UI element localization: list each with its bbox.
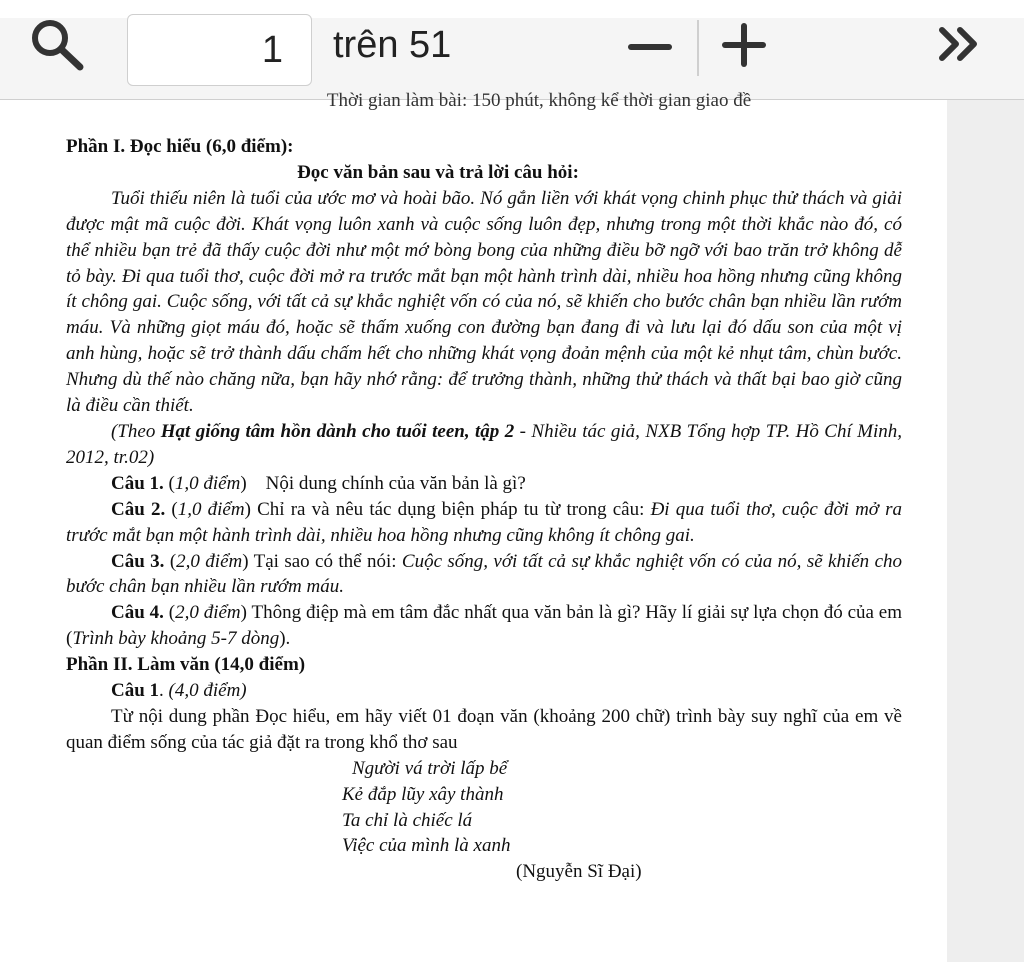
- question-2: Câu 2. (1,0 điểm) Chỉ ra và nêu tác dụng biện pháp tu từ trong câu: Đi qua tuổi thơ, cuộc đời mở ra trước mắt bạn một hành trình dài, nhiều hoa hồng nhưng cũng không ít chông gai.: [66, 498, 902, 546]
- q1-text: Nội dung chính của văn bản là gì?: [265, 472, 526, 494]
- part1-title: Phần I. Đọc hiểu (6,0 điểm):: [66, 136, 294, 157]
- page-margin-scroll-area[interactable]: [947, 100, 1024, 962]
- poem-line: Kẻ đắp lũy xây thành: [342, 783, 504, 805]
- poem-line: Việc của mình là xanh: [342, 835, 511, 857]
- q4-score: 2,0 điểm: [175, 602, 241, 624]
- search-icon: [26, 16, 92, 72]
- source-citation: [66, 419, 902, 471]
- source-rest: - Nhiều tác giả, NXB Tổng hợp TP. Hồ Chí Minh, 2012, tr.02): [66, 420, 903, 468]
- q1-score: 1,0 điểm: [174, 472, 241, 494]
- poem-block: [66, 756, 902, 860]
- search-button[interactable]: [24, 14, 94, 74]
- pdf-toolbar: [0, 0, 1024, 100]
- cut-off-header-line: Thời gian làm bài: 150 phút, không kể thời gian giao đề: [326, 90, 752, 110]
- poem-author: (Nguyễn Sĩ Đại): [516, 861, 642, 883]
- q2-label: Câu 2.: [111, 498, 166, 520]
- plus-icon: [719, 19, 769, 69]
- poem-line: Ta chỉ là chiếc lá: [342, 809, 473, 831]
- q3-text: Tại sao có thể nói:: [253, 550, 402, 572]
- q4-label: Câu 4.: [111, 602, 164, 624]
- q3-quote: Cuộc sống, với tất cả sự khắc nghiệt vốn có của nó, sẽ khiến cho bước chân bạn nhiều lần rướm máu.: [66, 550, 902, 598]
- q2-quote: Đi qua tuổi thơ, cuộc đời mở ra trước mắt bạn một hành trình dài, nhiều hoa hồng nhưng cũng không ít chông gai.: [66, 498, 902, 546]
- zoom-out-button[interactable]: [620, 14, 680, 74]
- poem-line: Người vá trời lấp bể: [352, 757, 508, 779]
- q3-label: Câu 3.: [111, 550, 165, 572]
- q2-score: 1,0 điểm: [177, 498, 245, 520]
- spacer: [66, 110, 902, 134]
- toolbar-divider: [697, 20, 699, 76]
- reading-passage: Tuổi thiếu niên là tuổi của ước mơ và hoài bão. Nó gắn liền với khát vọng chinh phục thử thách và giải được mật mã cuộc đời. Khát vọng luôn xanh và cuộc sống luôn đẹp, nhưng trong một thời khắc nào đó, có thể nhiều bạn trẻ đã thấy cuộc đời như một mớ bòng bong của những điều bỡ ngỡ với bao trăn trở không dễ tỏ bày. Đi qua tuổi thơ, cuộc đời mở ra trước mắt bạn một hành trình dài, nhiều hoa hồng nhưng cũng không ít chông gai. Cuộc sống, với tất cả sự khắc nghiệt vốn có của nó, sẽ khiến cho bước chân bạn nhiều lần rướm máu. Và những giọt máu đó, hoặc sẽ thấm xuống con đường bạn đang đi và lưu lại đó dấu son của một vị anh hùng, hoặc sẽ trở thành dấu chấm hết cho những khát vọng đoản mệnh của một kẻ nhụt tâm, chùn bước. Nhưng dù thế nào chăng nữa, bạn hãy nhớ rằng: để trưởng thành, những thử thách và thất bại bao giờ cũng là điều cần thiết.: [66, 187, 902, 417]
- q1-label: Câu 1.: [111, 472, 164, 494]
- part2-question-1: Câu 1. (4,0 điểm): [111, 680, 247, 702]
- part2-title: Phần II. Làm văn (14,0 điểm): [66, 654, 306, 676]
- p2q1-label: Câu 1: [111, 680, 160, 702]
- source-title: Hạt giống tâm hồn dành cho tuổi teen, tập 2: [160, 420, 515, 442]
- question-1: Câu 1. (1,0 điểm) Nội dung chính của văn bản là gì?: [111, 472, 526, 494]
- p2q1-score: (4,0 điểm): [168, 680, 247, 702]
- zoom-in-button[interactable]: [712, 14, 776, 74]
- next-page-button[interactable]: [928, 14, 992, 74]
- source-open: (Theo: [111, 420, 161, 442]
- part2-question-1-text: Từ nội dung phần Đọc hiểu, em hãy viết 01 đoạn văn (khoảng 200 chữ) trình bày suy nghĩ của em về quan điểm sống của tác giả đặt ra trong khổ thơ sau: [66, 705, 902, 753]
- minus-icon: [625, 19, 675, 69]
- question-4: Câu 4. (2,0 điểm) Thông điệp mà em tâm đắc nhất qua văn bản là gì? Hãy lí giải sự lựa chọn đó của em (Trình bày khoảng 5-7 dòng).: [66, 602, 903, 650]
- q4-note: Trình bày khoảng 5-7 dòng: [72, 628, 280, 650]
- part1-instruction: Đọc văn bản sau và trả lời câu hỏi:: [297, 161, 579, 183]
- page-total-label: trên 51: [333, 24, 452, 66]
- document-page: [66, 88, 902, 885]
- page-number-input[interactable]: [127, 14, 312, 86]
- question-3: Câu 3. (2,0 điểm) Tại sao có thể nói: Cuộc sống, với tất cả sự khắc nghiệt vốn có của nó, sẽ khiến cho bước chân bạn nhiều lần rướm máu.: [66, 550, 902, 598]
- q3-score: 2,0 điểm: [176, 550, 243, 572]
- q2-text: Chỉ ra và nêu tác dụng biện pháp tu từ trong câu:: [257, 498, 651, 520]
- double-chevron-right-icon: [932, 20, 988, 68]
- q4-text: Thông điệp mà em tâm đắc nhất qua văn bản là gì? Hãy lí giải sự lựa chọn đó của em: [251, 602, 903, 624]
